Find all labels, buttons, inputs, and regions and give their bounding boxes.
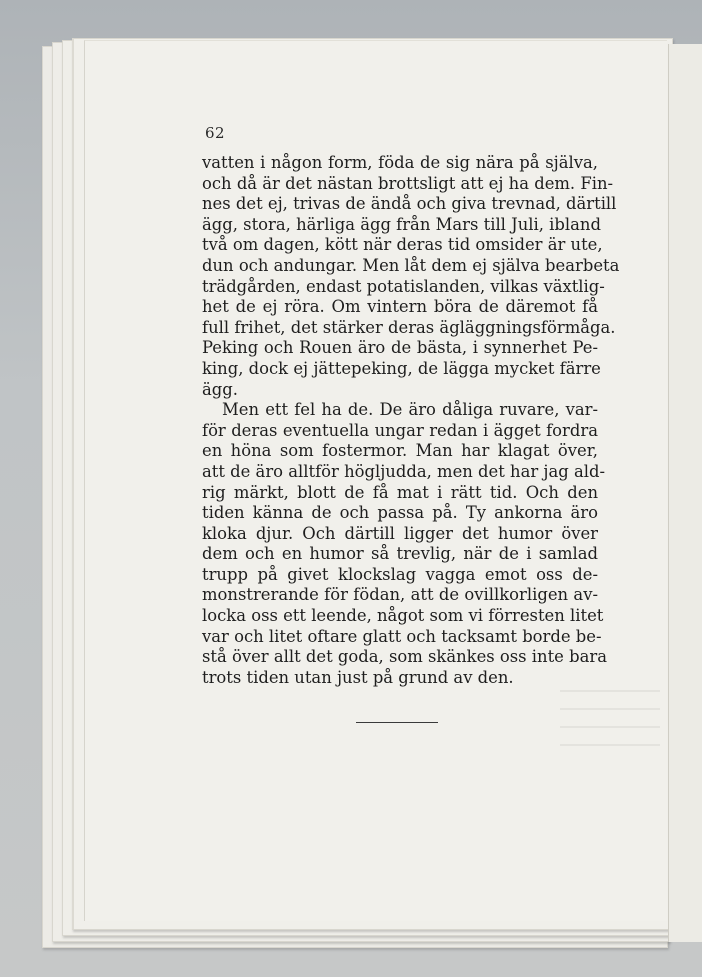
text-line: en höna som fostermor. Man har klagat över,	[202, 441, 598, 461]
text-line: var och litet oftare glatt och tacksamt borde be-	[202, 626, 602, 646]
text-line: trupp på givet klockslag vagga emot oss de-	[202, 564, 598, 584]
text-line: tiden känna de och passa på. Ty ankorna äro	[202, 503, 598, 523]
show-through-ghost	[560, 690, 660, 770]
text-line: ägg, stora, härliga ägg från Mars till Juli, ibland	[202, 214, 601, 234]
text-line: trädgården, endast potatislanden, vilkas växtlig-	[202, 276, 605, 296]
text-line: locka oss ett leende, något som vi förresten litet	[202, 606, 604, 626]
text-line: rig märkt, blott de få mat i rätt tid. Och den	[202, 482, 598, 502]
text-line: ägg.	[202, 379, 238, 399]
text-line: för deras eventuella ungar redan i ägget fordra	[202, 420, 598, 440]
text-line: dem och en humor så trevlig, när de i samlad	[202, 544, 598, 564]
text-line: Peking och Rouen äro de bästa, i synnerhet Pe-	[202, 338, 598, 358]
text-line: två om dagen, kött när deras tid omsider är ute,	[202, 235, 603, 255]
text-line: monstrerande för födan, att de ovillkorligen av-	[202, 585, 598, 605]
text-line: dun och andungar. Men låt dem ej själva bearbeta	[202, 255, 620, 275]
text-line: att de äro alltför högljudda, men det har jag ald-	[202, 461, 606, 481]
text-line: king, dock ej jättepeking, de lägga mycket färre	[202, 358, 601, 378]
text-line: vatten i någon form, föda de sig nära på själva,	[202, 153, 598, 172]
next-page-edge	[668, 44, 702, 942]
page-number: 62	[205, 124, 226, 142]
text-line: kloka djur. Och därtill ligger det humor över	[202, 523, 598, 543]
text-line: Men ett fel ha de. De äro dåliga ruvare, var-	[222, 400, 598, 420]
text-line: trots tiden utan just på grund av den.	[202, 667, 514, 687]
body-text	[202, 153, 620, 688]
text-line: nes det ej, trivas de ändå och giva trevnad, därtill	[202, 194, 617, 214]
text-line: full frihet, det stärker deras ägläggningsförmåga.	[202, 317, 616, 337]
text-line: och då är det nästan brottsligt att ej ha dem. Fin-	[202, 173, 614, 193]
section-divider	[356, 722, 438, 723]
text-line: het de ej röra. Om vintern böra de däremot få	[202, 297, 598, 317]
text-line: stå över allt det goda, som skänkes oss inte bara	[202, 647, 607, 667]
